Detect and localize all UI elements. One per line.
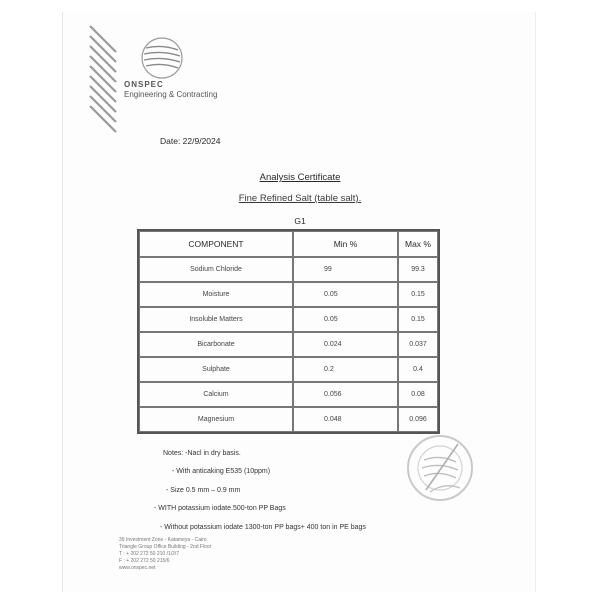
company-brand bbox=[124, 80, 217, 100]
max-cell: 0.15 bbox=[398, 307, 438, 332]
company-logo-icon bbox=[132, 34, 192, 84]
decorative-stripes bbox=[88, 22, 118, 142]
min-cell: 0.2 bbox=[293, 357, 398, 382]
table-row bbox=[139, 382, 438, 407]
company-tagline: Engineering & Contracting bbox=[124, 90, 218, 99]
table-row bbox=[139, 282, 438, 307]
max-cell: 0.037 bbox=[398, 332, 438, 357]
note-item: - With anticaking E535 (10ppm) bbox=[172, 468, 271, 475]
company-name: ONSPEC bbox=[124, 80, 164, 89]
min-cell: 0.056 bbox=[293, 382, 398, 407]
component-cell: Sulphate bbox=[139, 357, 293, 382]
certificate-date: Date: 22/9/2024 bbox=[160, 136, 221, 146]
column-header-component: COMPONENT bbox=[139, 231, 293, 257]
note-item: - Size 0.5 mm – 0.9 mm bbox=[166, 487, 241, 494]
min-cell: 0.024 bbox=[293, 332, 398, 357]
component-cell: Calcium bbox=[139, 382, 293, 407]
min-cell: 0.05 bbox=[293, 307, 398, 332]
analysis-table bbox=[137, 229, 440, 434]
footer-address bbox=[119, 537, 211, 572]
notes-heading: Notes: -Nacl in dry basis. bbox=[163, 450, 241, 457]
component-cell: Moisture bbox=[139, 282, 293, 307]
company-stamp-icon bbox=[400, 430, 480, 505]
footer-line: T : + 202 272 50 210 /1/2/7 bbox=[119, 551, 180, 557]
footer-website-link[interactable]: www.onspec.net bbox=[119, 565, 156, 571]
product-grade: G1 bbox=[294, 216, 306, 226]
table-header-row bbox=[139, 231, 438, 257]
certificate-title: Analysis Certificate bbox=[259, 172, 341, 183]
column-header-min: Min % bbox=[293, 231, 398, 257]
note-item: - Without potassium iodate 1300-ton PP bags+ 400 ton in PE bags bbox=[160, 524, 366, 531]
max-cell: 0.096 bbox=[398, 407, 438, 432]
note-item: - WITH potassium iodate.500-ton PP Bags bbox=[154, 505, 286, 512]
max-cell: 0.4 bbox=[398, 357, 438, 382]
min-cell: 0.05 bbox=[293, 282, 398, 307]
component-cell: Insoluble Matters bbox=[139, 307, 293, 332]
min-cell: 99 bbox=[293, 257, 398, 282]
component-cell: Sodium Chloride bbox=[139, 257, 293, 282]
component-cell: Bicarbonate bbox=[139, 332, 293, 357]
table-row bbox=[139, 357, 438, 382]
min-cell: 0.048 bbox=[293, 407, 398, 432]
table-row bbox=[139, 307, 438, 332]
component-cell: Magnesium bbox=[139, 407, 293, 432]
table-row bbox=[139, 407, 438, 432]
max-cell: 0.15 bbox=[398, 282, 438, 307]
column-header-max: Max % bbox=[398, 231, 438, 257]
table-row bbox=[139, 332, 438, 357]
max-cell: 0.08 bbox=[398, 382, 438, 407]
footer-line: 39 Investment Zone - Katameya - Cairo bbox=[119, 537, 207, 543]
table-row bbox=[139, 257, 438, 282]
product-subtitle: Fine Refined Salt (table salt). bbox=[238, 193, 362, 204]
footer-line: Triangle Group Office Building - 2nd Floor bbox=[119, 544, 212, 550]
max-cell: 99.3 bbox=[398, 257, 438, 282]
footer-line: F : + 202 272 50 215/6 bbox=[119, 558, 170, 564]
